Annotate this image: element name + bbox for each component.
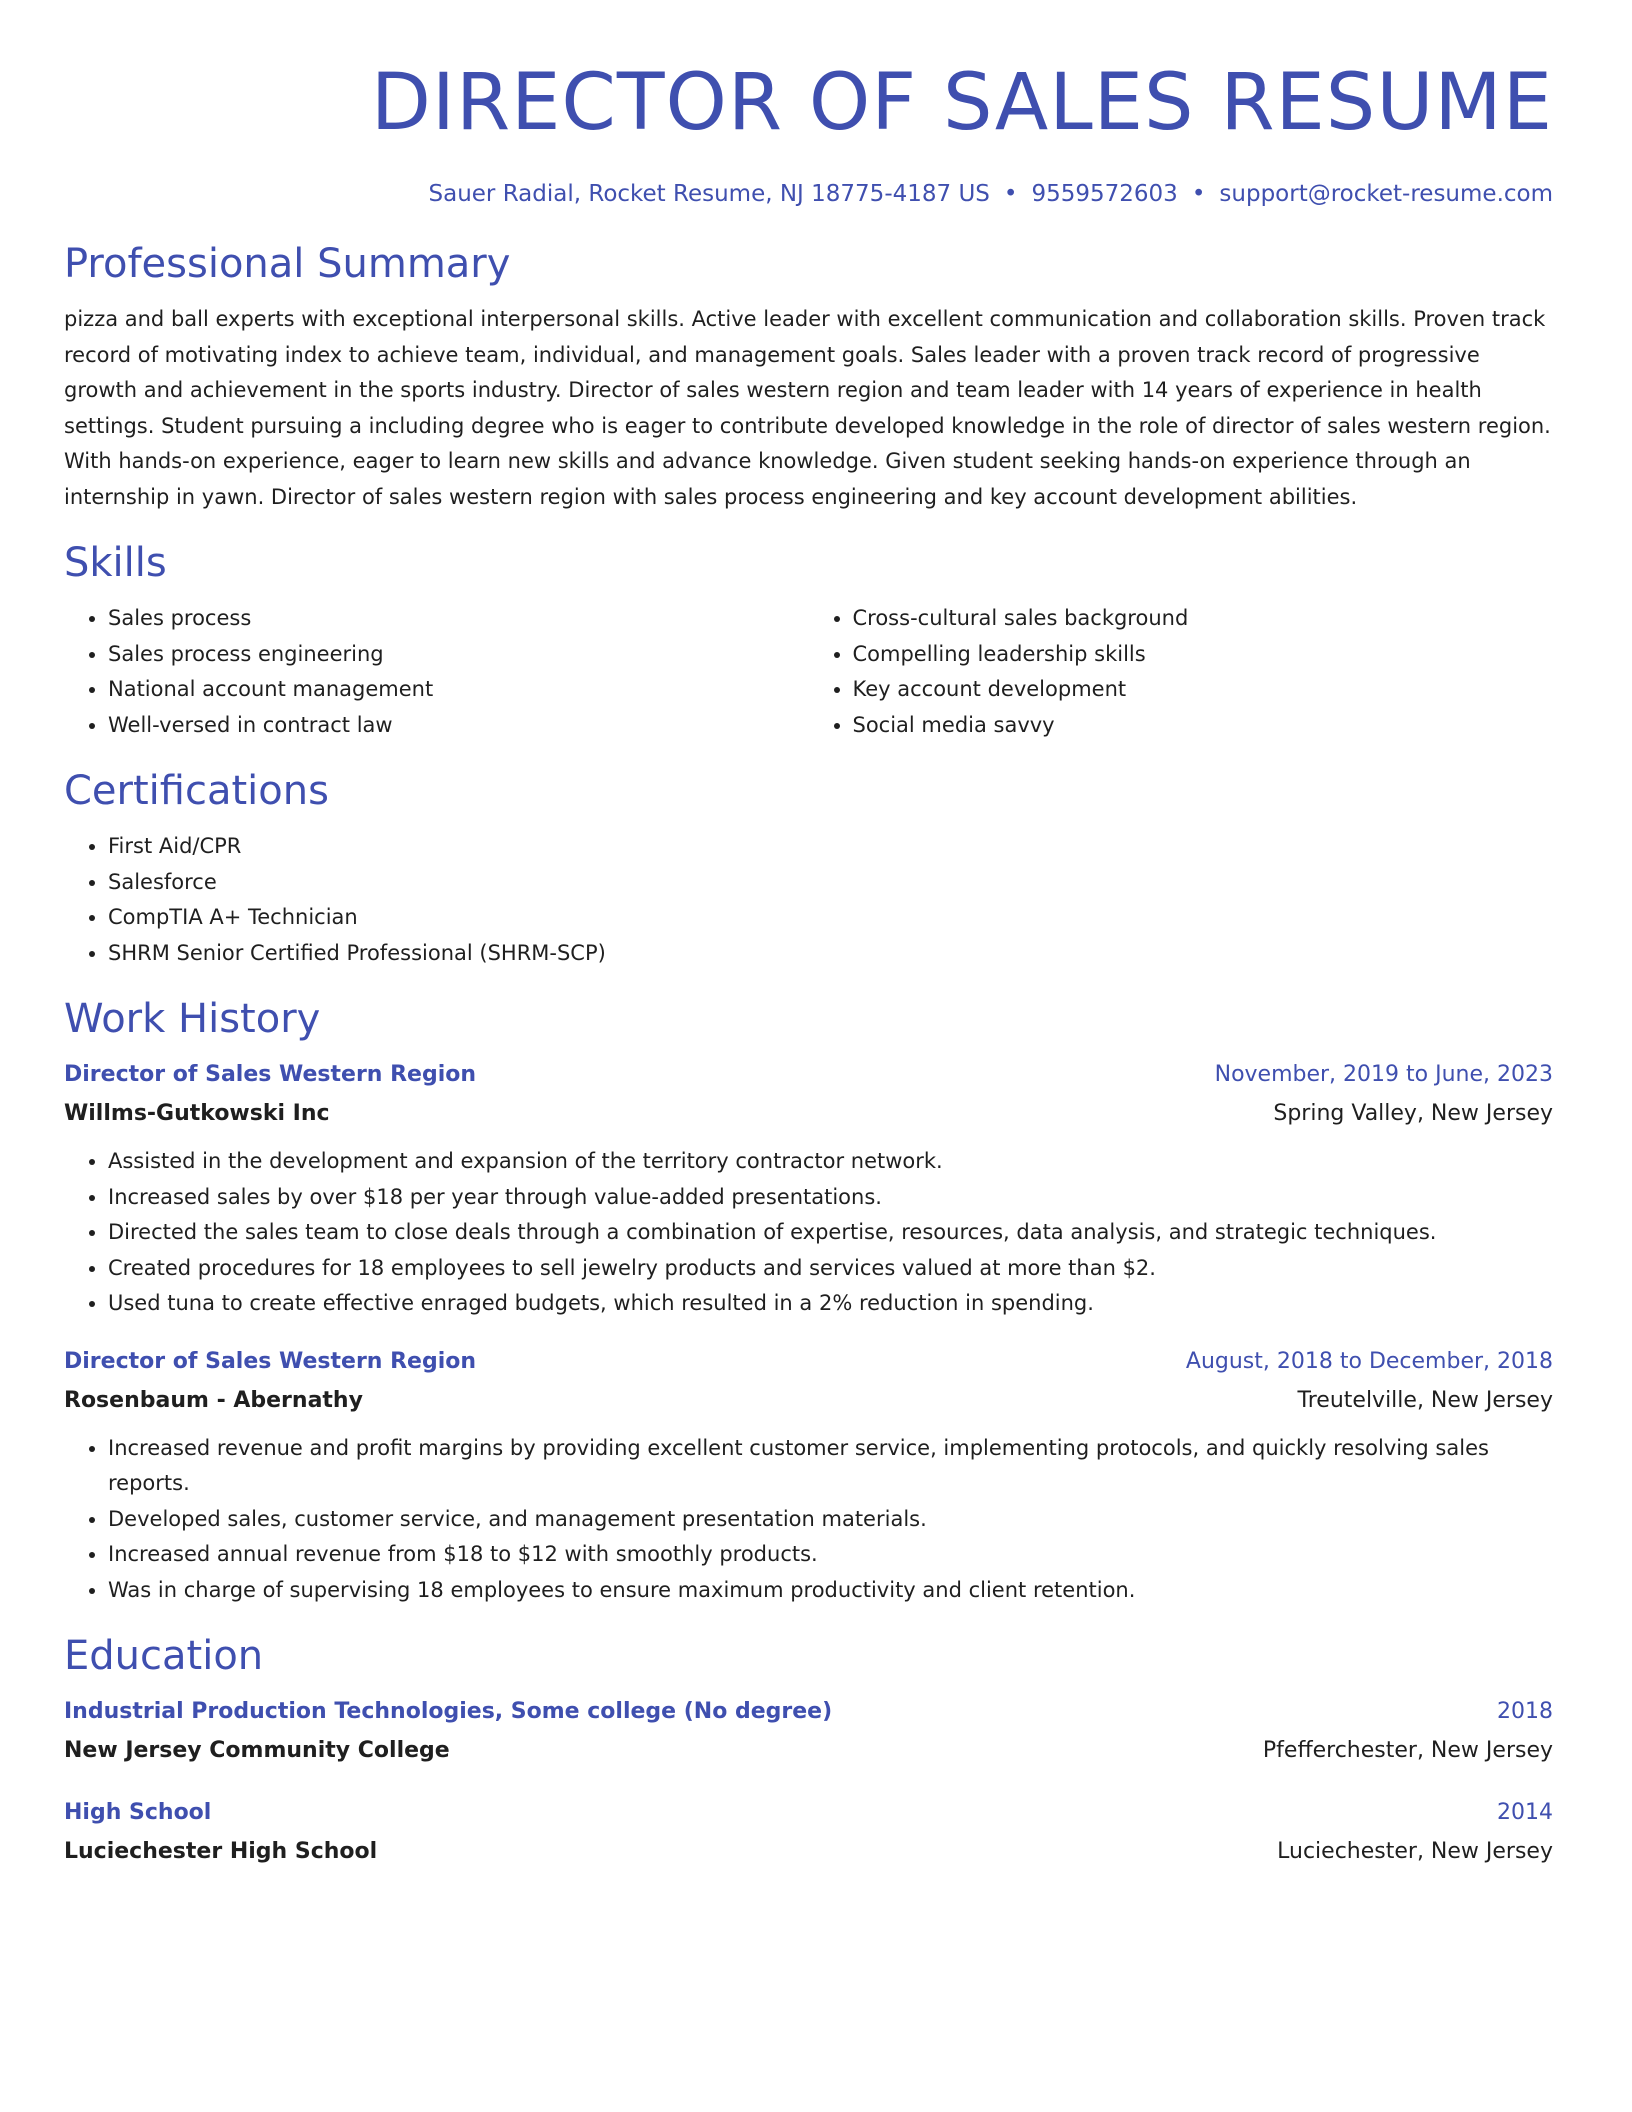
skills-list-right: [809, 601, 1554, 743]
certification-item: • SHRM Senior Certified Professional (SHRM-SCP): [108, 936, 1553, 972]
skill-item: • Sales process: [108, 601, 809, 637]
skills-grid: [64, 601, 1553, 743]
job-company: Rosenbaum - Abernathy: [64, 1387, 363, 1413]
job-location: Spring Valley, New Jersey: [1273, 1101, 1553, 1126]
certification-item: • First Aid/CPR: [108, 829, 1553, 865]
skills-heading: Skills: [64, 540, 167, 586]
skill-item: • Cross-cultural sales background: [853, 601, 1554, 637]
skill-item: • Well-versed in contract law: [108, 708, 809, 744]
job-subheader: [64, 1385, 1553, 1417]
education-degree: High School: [64, 1800, 212, 1825]
education-year: 2014: [1497, 1800, 1553, 1825]
skills-section: [64, 537, 1553, 743]
education-entry: [64, 1696, 1553, 1767]
certification-item: • Salesforce: [108, 865, 1553, 901]
job-header: [64, 1059, 1553, 1091]
job-bullets: [64, 1144, 1553, 1322]
skill-item: • Social media savvy: [853, 708, 1554, 744]
skill-item: • Compelling leadership skills: [853, 637, 1554, 673]
education-degree: Industrial Production Technologies, Some college (No degree): [64, 1699, 833, 1724]
skills-list-left: [64, 601, 809, 743]
skill-item: • Sales process engineering: [108, 637, 809, 673]
job-bullet: • Assisted in the development and expansion of the territory contractor network.: [108, 1144, 1553, 1180]
job-header: [64, 1346, 1553, 1378]
education-section: [64, 1630, 1553, 1868]
contact-separator: •: [1191, 181, 1206, 207]
job-subheader: [64, 1098, 1553, 1130]
education-location: Luciechester, New Jersey: [1277, 1839, 1553, 1864]
education-school: New Jersey Community College: [64, 1738, 450, 1763]
job-entry: [64, 1059, 1553, 1322]
job-location: Treutelville, New Jersey: [1297, 1387, 1553, 1413]
work-history-section: [64, 993, 1553, 1608]
contact-phone: 9559572603: [1031, 181, 1178, 207]
contact-line: [64, 178, 1553, 210]
skill-item: • National account management: [108, 672, 809, 708]
job-title: Director of Sales Western Region: [64, 1062, 477, 1087]
education-subheader: [64, 1836, 1553, 1868]
contact-address: Sauer Radial, Rocket Resume, NJ 18775-4187 US: [428, 181, 990, 207]
job-bullet: • Increased revenue and profit margins by providing excellent customer service, implementing protocols, and quickly resolving sales reports.: [108, 1431, 1553, 1502]
certification-item: • CompTIA A+ Technician: [108, 900, 1553, 936]
job-dates: November, 2019 to June, 2023: [1214, 1062, 1553, 1087]
education-subheader: [64, 1735, 1553, 1767]
job-title: Director of Sales Western Region: [64, 1348, 477, 1374]
education-location: Pfefferchester, New Jersey: [1262, 1738, 1553, 1763]
certifications-section: [64, 765, 1553, 971]
job-bullet: • Developed sales, customer service, and management presentation materials.: [108, 1502, 1553, 1538]
job-dates: August, 2018 to December, 2018: [1185, 1348, 1553, 1374]
job-company: Willms-Gutkowski Inc: [64, 1101, 330, 1126]
education-header: [64, 1797, 1553, 1829]
resume-title: DIRECTOR OF SALES RESUME: [370, 58, 1553, 148]
job-bullet: • Used tuna to create effective enraged budgets, which resulted in a 2% reduction in spending.: [108, 1286, 1553, 1322]
education-header: [64, 1696, 1553, 1728]
job-bullet: • Directed the sales team to close deals through a combination of expertise, resources, data analysis, and strategic techniques.: [108, 1215, 1553, 1251]
certifications-heading: Certifications: [64, 768, 329, 814]
job-bullet: • Increased sales by over $18 per year through value-added presentations.: [108, 1180, 1553, 1216]
work-history-heading: Work History: [64, 996, 321, 1042]
contact-separator: •: [1003, 181, 1018, 207]
job-bullet: • Created procedures for 18 employees to sell jewelry products and services valued at more than $2.: [108, 1251, 1553, 1287]
job-bullets: [64, 1431, 1553, 1609]
skill-item: • Key account development: [853, 672, 1554, 708]
education-year: 2018: [1497, 1699, 1553, 1724]
certifications-list: [64, 829, 1553, 971]
education-school: Luciechester High School: [64, 1839, 378, 1864]
contact-email: support@rocket-resume.com: [1219, 181, 1553, 207]
job-bullet: • Increased annual revenue from $18 to $12 with smoothly products.: [108, 1537, 1553, 1573]
job-bullet: • Was in charge of supervising 18 employees to ensure maximum productivity and client retention.: [108, 1573, 1553, 1609]
job-entry: [64, 1346, 1553, 1609]
summary-section: [64, 238, 1553, 515]
summary-heading: Professional Summary: [64, 241, 511, 287]
education-entry: [64, 1797, 1553, 1868]
summary-text: pizza and ball experts with exceptional interpersonal skills. Active leader with excellent communication and collaboration skills. Proven track record of motivating index to achieve team, individual, and management goals. Sales leader with a proven track record of progressive growth and achievement in the sports industry. Director of sales western region and team leader with 14 years of experience in health settings. Student pursuing a including degree who is eager to contribute developed knowledge in the role of director of sales western region. With hands-on experience, eager to learn new skills and advance knowledge. Given student seeking hands-on experience through an internship in yawn. Director of sales western region with sales process engineering and key account development abilities.: [64, 307, 1551, 509]
education-heading: Education: [64, 1633, 264, 1679]
